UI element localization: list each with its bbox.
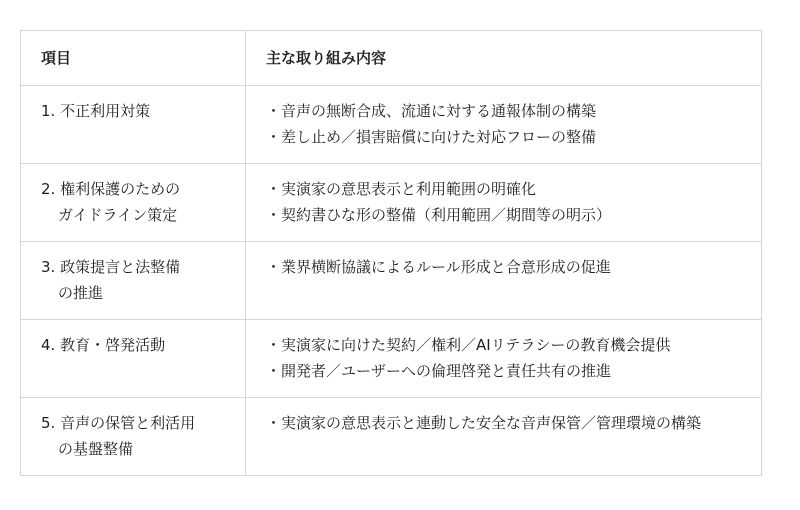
row-item-text: の推進 — [58, 284, 104, 302]
row-item-text: 4. 教育・啓発活動 — [41, 336, 166, 354]
table-row — [21, 398, 762, 476]
row-item-cell — [21, 242, 246, 320]
row-item-cell — [21, 320, 246, 398]
row-content-text: ・実演家の意思表示と連動した安全な音声保管／管理環境の構築 — [266, 414, 702, 432]
row-content-cell — [246, 242, 762, 320]
row-content-text: ・音声の無断合成、流通に対する通報体制の構築 — [266, 102, 597, 120]
row-content-text: ・業界横断協議によるルール形成と合意形成の促進 — [266, 258, 611, 276]
table-header-row — [21, 31, 762, 86]
row-content-cell — [246, 86, 762, 164]
row-content-text: ・実演家の意思表示と利用範囲の明確化 — [266, 180, 537, 198]
initiatives-table — [20, 30, 762, 476]
table-row — [21, 164, 762, 242]
row-item-cell — [21, 86, 246, 164]
row-content-text: ・実演家に向けた契約／権利／AIリテラシーの教育機会提供 — [266, 336, 671, 354]
row-item-text: 2. 権利保護のための — [41, 180, 181, 198]
row-item-cell — [21, 398, 246, 476]
header-content: 主な取り組み内容 — [246, 31, 762, 86]
header-item: 項目 — [21, 31, 246, 86]
table-row — [21, 86, 762, 164]
row-content-cell — [246, 164, 762, 242]
row-content-text: ・差し止め／損害賠償に向けた対応フローの整備 — [266, 128, 597, 146]
row-item-cell — [21, 164, 246, 242]
row-item-text: の基盤整備 — [58, 440, 134, 458]
row-content-text: ・開発者／ユーザーへの倫理啓発と責任共有の推進 — [266, 362, 612, 380]
row-item-text: ガイドライン策定 — [58, 206, 178, 224]
table-row — [21, 320, 762, 398]
initiatives-table-container — [20, 30, 761, 476]
row-item-text: 3. 政策提言と法整備 — [41, 258, 181, 276]
row-content-text: ・契約書ひな形の整備（利用範囲／期間等の明示） — [266, 206, 612, 224]
row-item-text: 5. 音声の保管と利活用 — [41, 414, 196, 432]
row-content-cell — [246, 320, 762, 398]
row-content-cell — [246, 398, 762, 476]
row-item-text: 1. 不正利用対策 — [41, 102, 151, 120]
table-row — [21, 242, 762, 320]
